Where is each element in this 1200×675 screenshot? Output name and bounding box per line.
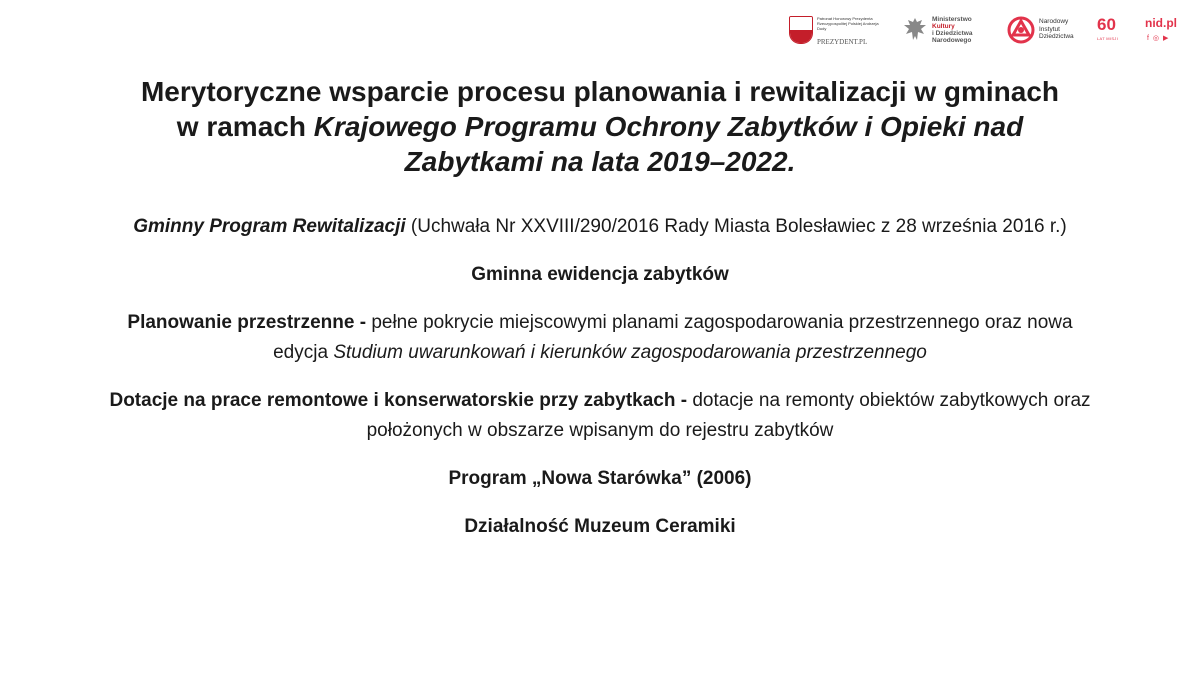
social-media-icons[interactable]: f ◎ ▶ — [1147, 35, 1170, 42]
nid-site-link[interactable]: nid.pl — [1145, 16, 1177, 30]
nid-anniversary-caption: LAT MISJI — [1097, 36, 1119, 41]
slide-content — [100, 212, 1100, 542]
president-patronage-logo — [785, 14, 885, 52]
item-dotacje — [100, 386, 1100, 446]
title-line2 — [100, 109, 1100, 144]
eagle-emblem-icon — [902, 16, 928, 44]
nid-emblem-icon — [1007, 16, 1035, 44]
item-gminny-program — [100, 212, 1100, 242]
nid-name-line3: Dziedzictwa — [1039, 33, 1074, 40]
title-line2-prefix: w ramach — [176, 111, 314, 142]
nid-social-block — [1145, 14, 1185, 52]
gpr-title: Gminny Program Rewitalizacji — [133, 216, 406, 237]
slide-title — [100, 74, 1100, 179]
ministry-name-line2: Kultury — [932, 23, 955, 30]
title-line1: Merytoryczne wsparcie procesu planowania i rewitalizacji w gminach — [140, 76, 1060, 107]
item-program-nowa-starowka: Program „Nowa Starówka” (2006) — [448, 468, 752, 489]
president-url: PREZYDENT.PL — [817, 38, 868, 46]
item-muzeum-ceramiki: Działalność Muzeum Ceramiki — [464, 516, 736, 537]
dotacje-title: Dotacje na prace remontowe i konserwatorskie przy zabytkach - — [109, 390, 693, 411]
title-line2-italic: Krajowego Programu Ochrony Zabytków i Opieki nad — [313, 111, 1024, 142]
item-ewidencja: Gminna ewidencja zabytków — [471, 264, 729, 285]
ministry-name-line3: i Dziedzictwa — [932, 30, 973, 37]
planowanie-studium: Studium uwarunkowań i kierunków zagospodarowania przestrzennego — [333, 342, 927, 363]
ministry-logo — [902, 14, 997, 52]
item-planowanie — [100, 308, 1100, 368]
president-patronage-text: Patronat Honorowy Prezydenta Rzeczypospolitej Polskiej Andrzeja Dudy — [817, 16, 879, 31]
ministry-name-line4: Narodowego — [932, 37, 972, 44]
polish-flag-shield-icon — [789, 16, 813, 44]
gpr-details: (Uchwała Nr XXVIII/290/2016 Rady Miasta Bolesławiec z 28 września 2016 r.) — [405, 216, 1067, 237]
header-logos — [785, 14, 1185, 54]
planowanie-title: Planowanie przestrzenne - — [127, 312, 372, 333]
planowanie-details: pełne pokrycie miejscowymi planami zagospodarowania przestrzennego oraz nowa edycja — [273, 312, 1073, 363]
ministry-name-line1: Ministerstwo — [932, 16, 972, 23]
nid-anniversary-number: 60 — [1097, 15, 1116, 34]
dotacje-details: dotacje na remonty obiektów zabytkowych oraz położonych w obszarze wpisanym do rejestru zabytków — [366, 390, 1091, 441]
title-line3: Zabytkami na lata 2019–2022. — [404, 146, 796, 177]
nid-logo — [1007, 14, 1132, 52]
nid-name-line2: Instytut — [1039, 25, 1060, 33]
nid-name-line1: Narodowy — [1039, 18, 1069, 25]
